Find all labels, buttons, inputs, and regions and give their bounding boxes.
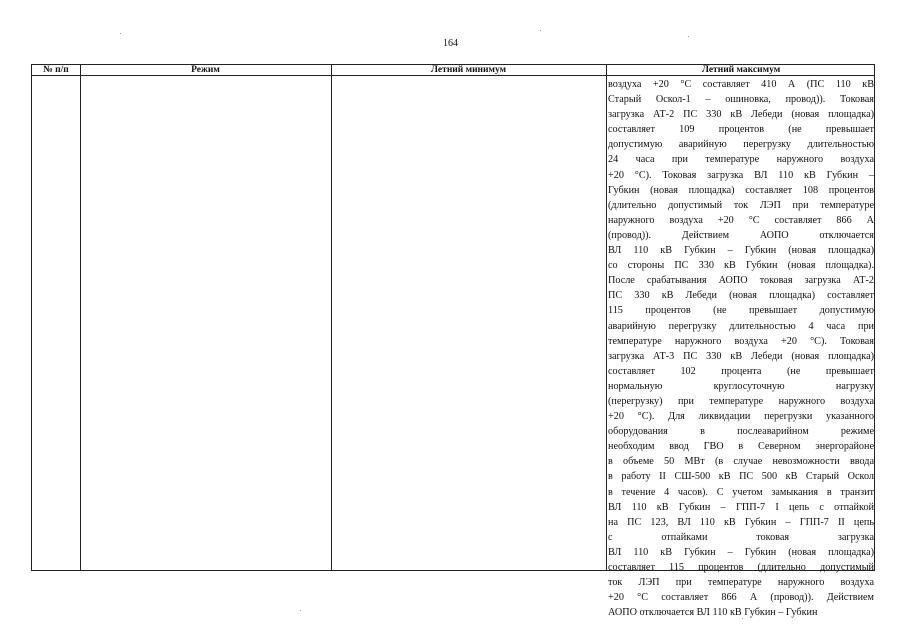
scan-speck — [742, 618, 743, 619]
summer-max-line: нормальную круглосуточную нагрузку — [608, 380, 874, 392]
header-summer-max: Летний максимум — [701, 65, 781, 75]
summer-max-line: ВЛ 110 кВ Губкин – ГПП-7 I цепь с отпайкой — [608, 501, 874, 513]
summer-max-line: (перегрузку) при температуре наружного воздуха — [608, 395, 874, 407]
summer-max-line: ПС 330 кВ Лебеди (новая площадка) составляет — [608, 290, 874, 302]
summer-max-line: 115 процентов (не превышает допустимую — [608, 305, 874, 317]
summer-max-line: составляет 109 процентов (не превышает — [608, 124, 874, 136]
column-divider — [606, 65, 607, 570]
summer-max-line: загрузка АТ-3 ПС 330 кВ Лебеди (новая площадка) — [608, 350, 874, 362]
summer-max-line: воздуха +20 °С составляет 410 А (ПС 110 кВ — [608, 79, 874, 90]
scan-speck — [300, 610, 301, 611]
header-mode: Режим — [191, 65, 220, 75]
scan-speck — [540, 30, 541, 31]
summer-max-line: допустимую аварийную перегрузку длительностью — [608, 139, 874, 151]
summer-max-line: Старый Оскол-1 – ошиновка, провод)). Токовая — [608, 94, 874, 106]
summer-max-line: ВЛ 110 кВ Губкин – Губкин (новая площадка) — [608, 245, 874, 257]
summer-max-line: оборудования в послеаварийном режиме — [608, 426, 874, 438]
header-num: № п/п — [43, 65, 69, 75]
summer-max-line: +20 °С). Для ликвидации перегрузки указанного — [608, 411, 874, 423]
scan-speck — [688, 36, 689, 37]
scan-speck — [120, 33, 121, 34]
summer-max-line: необходим ввод ГВО в Северном энергорайоне — [608, 441, 874, 453]
summer-max-line: наружного воздуха +20 °С составляет 866 А — [608, 214, 874, 226]
summer-max-line: (провод)). Действием АОПО отключается — [608, 229, 874, 241]
summer-max-line: со стороны ПС 330 кВ Губкин (новая площадка). — [608, 260, 874, 272]
summer-max-line: аварийную перегрузку длительностью 4 часа при — [608, 320, 874, 332]
summer-max-line: После срабатывания АОПО токовая загрузка АТ-2 — [608, 275, 874, 287]
summer-max-line: в течение 4 часов). С учетом замыкания в транзит — [608, 486, 874, 498]
column-divider — [80, 65, 81, 570]
summer-max-line: +20 °С). Токовая загрузка ВЛ 110 кВ Губкин – — [608, 169, 874, 181]
summer-max-line: с отпайками токовая загрузка — [608, 531, 874, 543]
column-divider — [331, 65, 332, 570]
summer-max-line: составляет 102 процента (не превышает — [608, 365, 874, 377]
summer-max-line: ток ЛЭП при температуре наружного воздуха — [608, 577, 874, 589]
summer-max-line: в работу II СШ-500 кВ ПС 500 кВ Старый Оскол — [608, 471, 874, 483]
page-number: 164 — [443, 38, 458, 49]
summer-max-line: загрузка АТ-2 ПС 330 кВ Лебеди (новая площадка) — [608, 109, 874, 121]
header-summer-min: Летний минимум — [430, 65, 507, 75]
data-table — [31, 64, 875, 619]
summer-max-cell-text — [608, 77, 874, 620]
summer-max-line: на ПС 123, ВЛ 110 кВ Губкин – ГПП-7 II цепь — [608, 516, 874, 528]
summer-max-line: температуре наружного воздуха +20 °С). Токовая — [608, 335, 874, 347]
summer-max-line: 24 часа при температуре наружного воздуха — [608, 154, 874, 166]
summer-max-line: (длительно допустимый ток ЛЭП при температуре — [608, 199, 874, 211]
summer-max-line: ВЛ 110 кВ Губкин – Губкин (новая площадка) — [608, 546, 874, 558]
summer-max-line: Губкин (новая площадка) составляет 108 процентов — [608, 184, 874, 196]
summer-max-line: составляет 115 процентов (длительно допустимый — [608, 562, 874, 573]
summer-max-line: АОПО отключается ВЛ 110 кВ Губкин – Губкин — [608, 607, 818, 619]
summer-max-line: +20 °С составляет 866 А (провод)). Действием — [608, 592, 874, 604]
table-header-row — [32, 65, 874, 76]
summer-max-line: в объеме 50 МВт (в случае невозможности ввода — [608, 456, 874, 468]
